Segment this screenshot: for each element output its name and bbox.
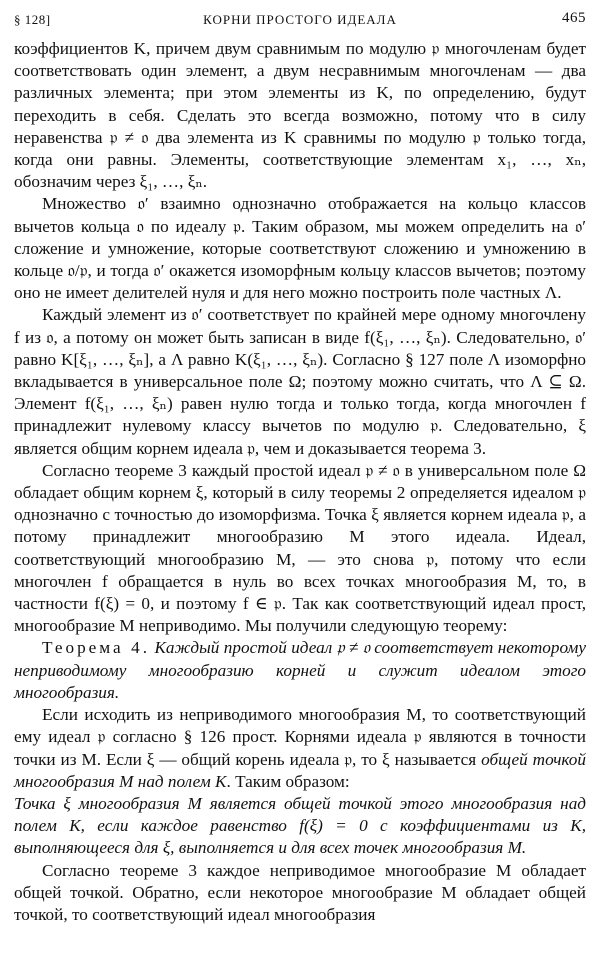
theorem-4 — [14, 637, 586, 704]
general-point-definition: общей точкой многообразия M над полем Κ — [14, 749, 586, 791]
paragraph-3: Каждый элемент из 𝔬′ соответствует по крайней мере одному многочлену f из 𝔬, а потому он может быть записан в виде f(ξ₁, …, ξₙ). Следовательно, 𝔬′ равно Κ[ξ₁, …, ξₙ], а Λ равно Κ(ξ₁, …, ξₙ). Согласно § 127 поле Λ изоморфно вкладывается в универсальное поле Ω; поэтому можно считать, что Λ ⊆ Ω. Элемент f(ξ₁, …, ξₙ) равен нулю тогда и только тогда, когда многочлен f принадлежит нулевому классу вычетов по модулю 𝔭. Следовательно, ξ является общим корнем идеала 𝔭, чем и доказывается теорема 3. — [14, 305, 586, 458]
paragraph-5-text-b: . Таким образом: — [226, 771, 350, 791]
theorem-heading: Теорема 4. — [42, 638, 150, 658]
page-number: 465 — [562, 10, 586, 26]
section-reference: § 128] — [14, 12, 51, 27]
general-point-statement: Точка ξ многообразия M является общей точкой этого многообразия над полем Κ, если каждое равенство f(ξ) = 0 с коэффициентами из Κ, выполняющееся для ξ, выполняется и для всех точек многообразия M. — [14, 793, 586, 858]
running-header — [14, 8, 586, 38]
paragraph-5-text-a: Если исходить из неприводимого многообразия M, то соответствующий ему идеал 𝔭 согласно § 126 прост. Корнями идеала 𝔭 являются в точности точки из M. Если ξ — общий корень идеала 𝔭, то ξ называется — [14, 705, 586, 769]
running-title: КОРНИ ПРОСТОГО ИДЕАЛА — [203, 12, 397, 27]
paragraph-5 — [14, 704, 586, 793]
paragraph-4: Согласно теореме 3 каждый простой идеал 𝔭 ≠ 𝔬 в универсальном поле Ω обладает общим корнем ξ, который в силу теоремы 2 определяется идеалом 𝔭 однозначно с точностью до изоморфизма. Точка ξ является корнем идеала 𝔭, а потому принадлежит многообразию M этого идеала. Идеал, соответствующий многообразию M, — это снова 𝔭, потому что если многочлен f обращается в нуль во всех точках многообразия M, то, в частности f(ξ) = 0, и поэтому f ∈ 𝔭. Так как соответствующий идеал прост, многообразие M неприводимо. Мы получили следующую теорему: — [14, 460, 586, 636]
paragraph-6: Согласно теореме 3 каждое неприводимое многообразие M обладает общей точкой. Обратно, если некоторое многообразие M обладает общей точкой, то соответствующий идеал многообразия — [14, 860, 586, 924]
paragraph-1: коэффициентов Κ, причем двум сравнимым по модулю 𝔭 многочленам будет соответствовать один элемент, а двум несравнимым многочленам — два различных элемента; при этом элементы из Κ, по определению, будут переходить в себя. Сделать это всегда возможно, потому что в силу неравенства 𝔭 ≠ 𝔬 два элемента из Κ сравнимы по модулю 𝔭 только тогда, когда они равны. Элементы, соответствующие элементам x₁, …, xₙ, обозначим через ξ₁, …, ξₙ. — [14, 39, 586, 192]
theorem-statement: Каждый простой идеал 𝔭 ≠ 𝔬 соответствует некоторому неприводимому многообразию корней и служит идеалом этого многообразия. — [14, 638, 586, 702]
page-body — [14, 38, 586, 926]
paragraph-2: Множество 𝔬′ взаимно однозначно отображается на кольцо классов вычетов кольца 𝔬 по идеалу 𝔭. Таким образом, мы можем определить на 𝔬′ сложение и умножение, которые соответствуют сложению и умножению в кольце 𝔬/𝔭, и тогда 𝔬′ окажется изоморфным кольцу классов вычетов; поэтому оно не имеет делителей нуля и для него можно построить поле частных Λ. — [14, 194, 586, 303]
